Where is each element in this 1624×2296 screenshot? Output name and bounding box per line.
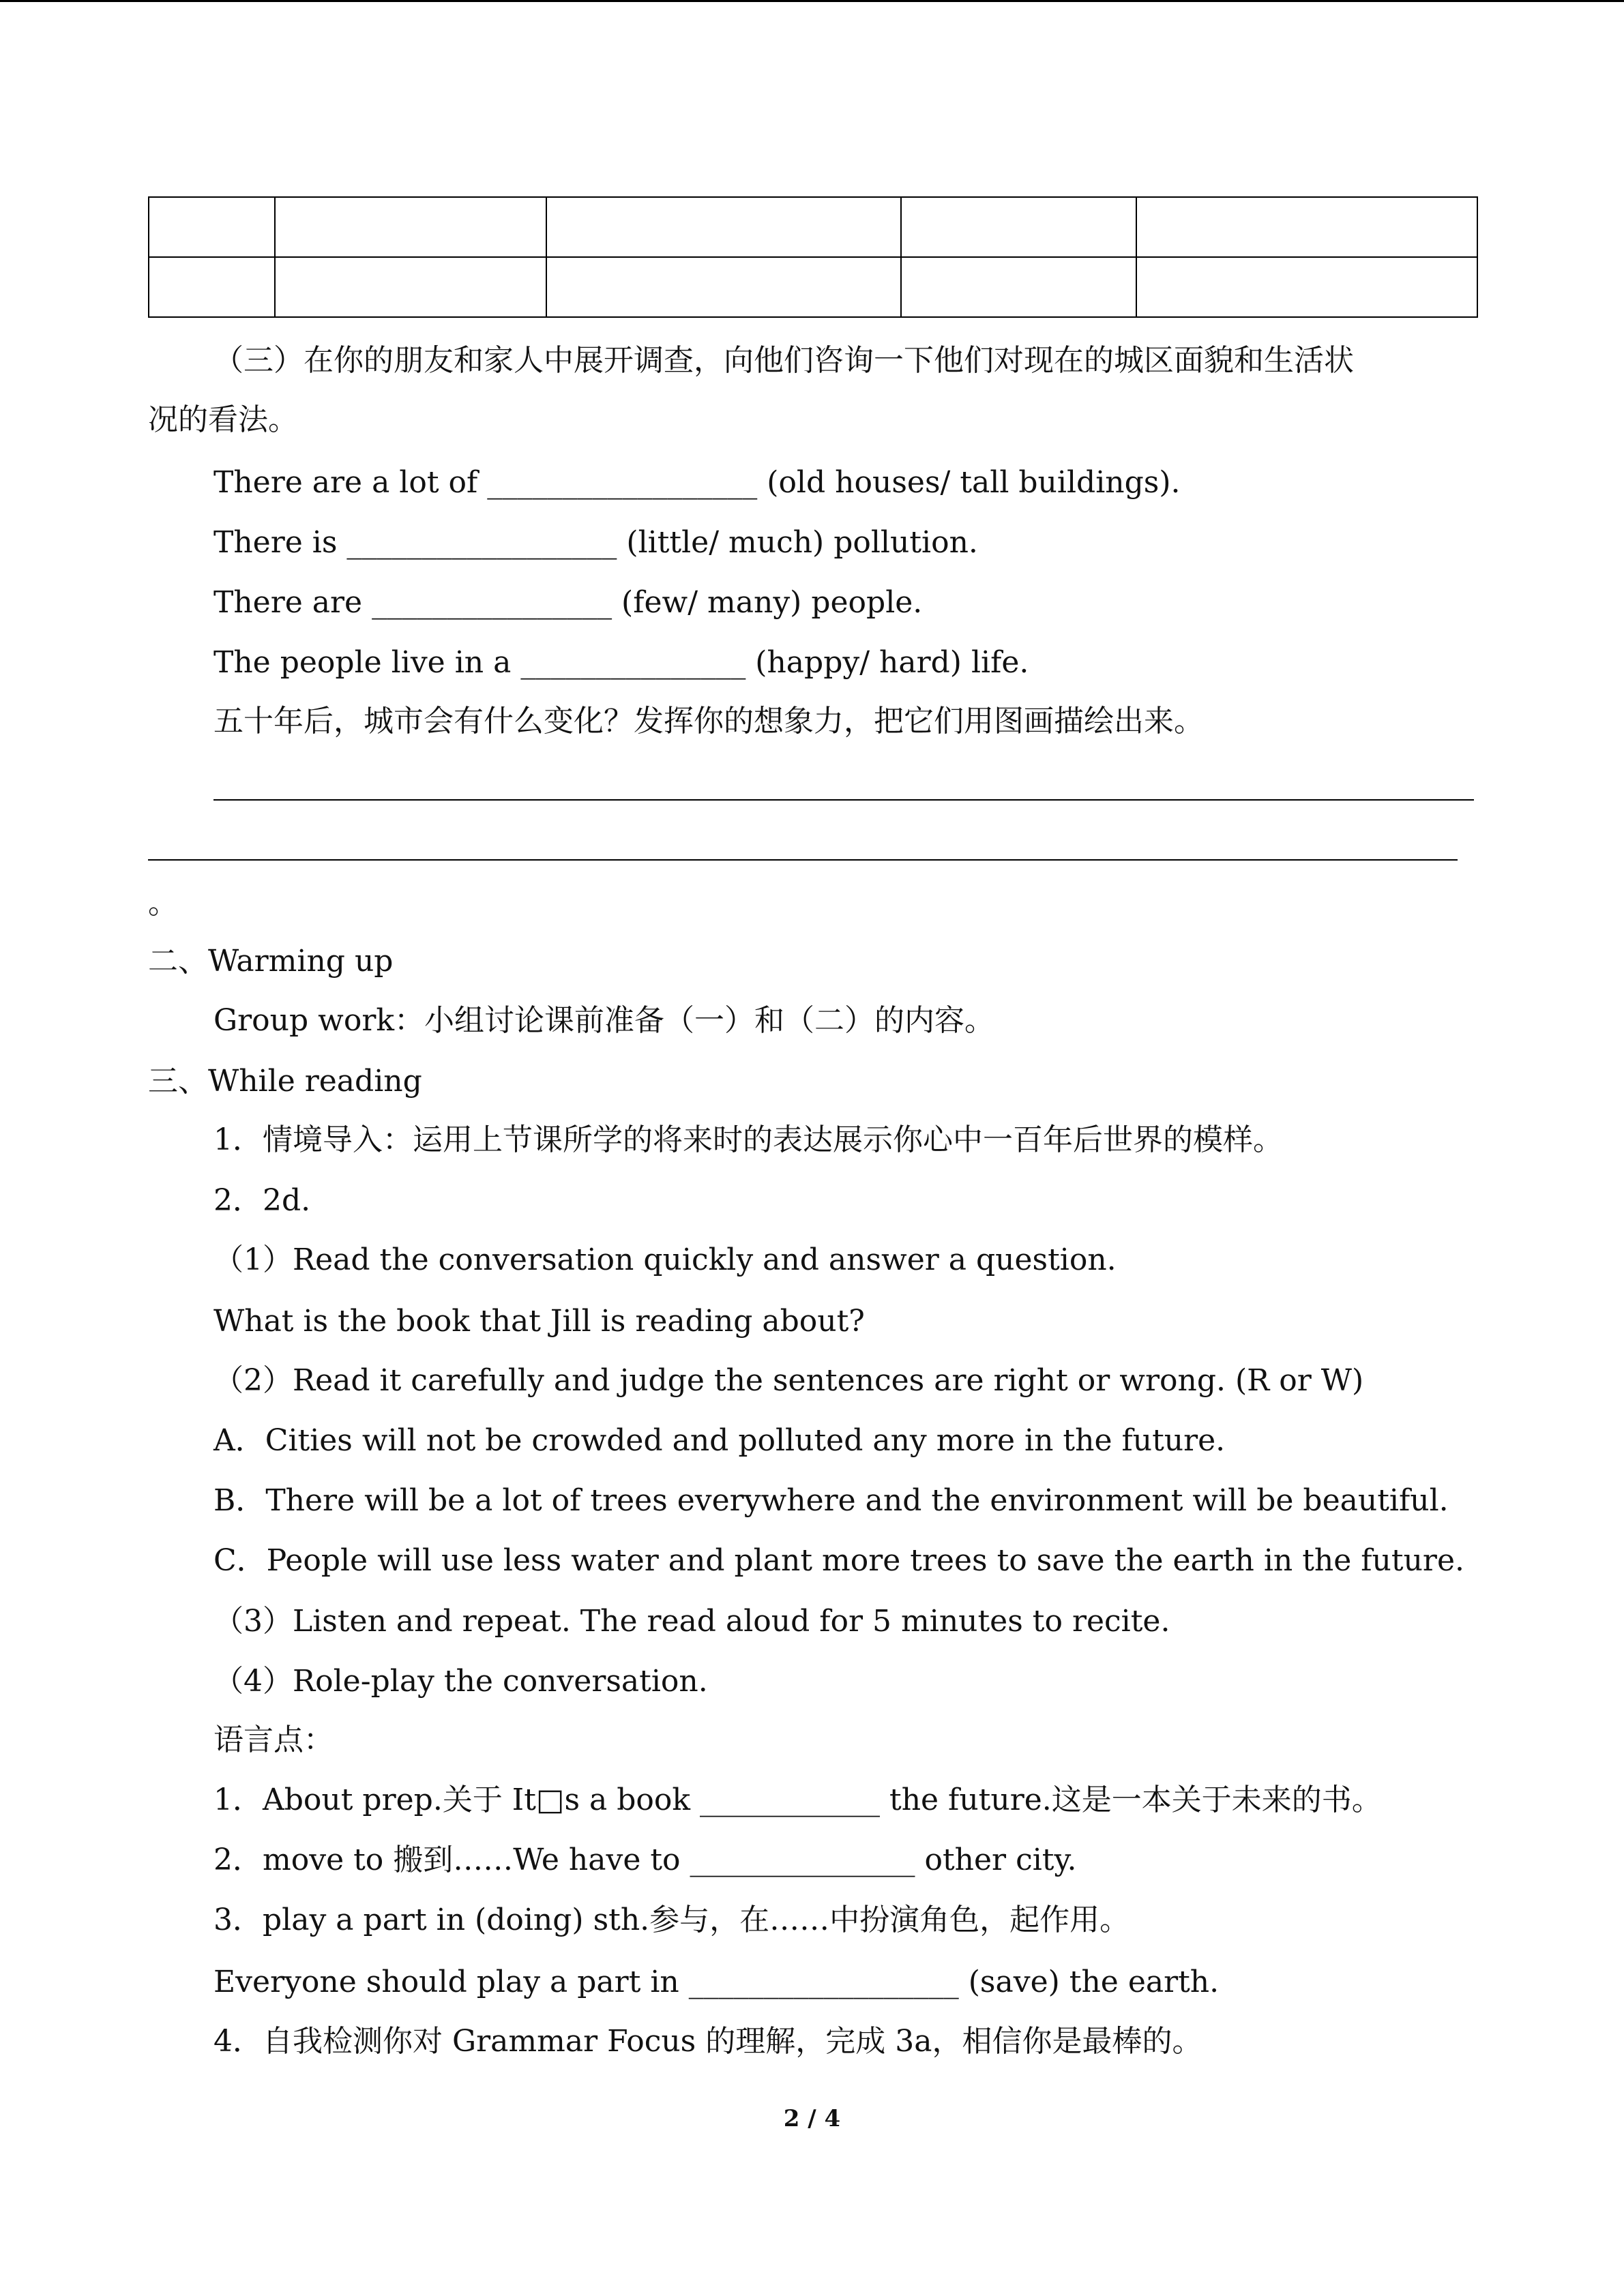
survey-line: There are ________________ (few/ many) people.: [213, 585, 923, 620]
table-cell: [149, 197, 275, 257]
table-cell: [275, 257, 546, 317]
language-point-4: 4．自我检测你对 Grammar Focus 的理解，完成 3a，相信你是最棒的。: [213, 2024, 1202, 2059]
table-cell: [1136, 197, 1477, 257]
group-work-text: Group work：小组讨论课前准备（一）和（二）的内容。: [213, 1003, 995, 1038]
section-heading-while-reading: 三、While reading: [148, 1064, 422, 1099]
step-3: （3）Listen and repeat. The read aloud for 5 minutes to recite.: [213, 1604, 1170, 1639]
option-b: B．There will be a lot of trees everywhere and the environment will be beautiful.: [213, 1483, 1449, 1518]
option-c: C．People will use less water and plant more trees to save the earth in the future.: [213, 1543, 1464, 1578]
survey-line: There are a lot of __________________ (old houses/ tall buildings).: [213, 465, 1181, 500]
option-a: A．Cities will not be crowded and polluted any more in the future.: [213, 1423, 1226, 1458]
language-point-3: 3．play a part in (doing) sth.参与，在……中扮演角色，起作用。: [213, 1903, 1130, 1937]
table-row: [149, 257, 1477, 317]
language-point-1: 1．About prep.关于 It□s a book ____________ the future.这是一本关于未来的书。: [213, 1783, 1382, 1817]
section-heading-warming-up: 二、Warming up: [148, 944, 394, 979]
language-points-heading: 语言点：: [213, 1723, 334, 1757]
answer-line: [213, 799, 1474, 801]
table-row: [149, 197, 1477, 257]
blank-table: [148, 196, 1478, 318]
imagine-prompt: 五十年后，城市会有什么变化？发挥你的想象力，把它们用图画描绘出来。: [213, 704, 1204, 739]
survey-intro-line1: （三）在你的朋友和家人中展开调查，向他们咨询一下他们对现在的城区面貌和生活状: [213, 343, 1354, 378]
survey-line: There is __________________ (little/ much) pollution.: [213, 525, 978, 560]
page-top-border: [0, 0, 1624, 2]
period-mark: 。: [148, 886, 178, 921]
table-cell: [275, 197, 546, 257]
table-cell: [901, 197, 1136, 257]
item-2: 2．2d.: [213, 1183, 311, 1218]
page-number: 2 / 4: [783, 2105, 841, 2132]
table-cell: [546, 197, 901, 257]
step-1: （1）Read the conversation quickly and answer a question.: [213, 1242, 1117, 1277]
answer-line: [148, 859, 1458, 861]
table-cell: [546, 257, 901, 317]
language-point-2: 2．move to 搬到……We have to _______________ other city.: [213, 1843, 1077, 1877]
survey-line: The people live in a _______________ (happy/ hard) life.: [213, 645, 1029, 680]
survey-intro-line2: 况的看法。: [148, 402, 298, 437]
item-1: 1．情境导入：运用上节课所学的将来时的表达展示你心中一百年后世界的模样。: [213, 1122, 1283, 1157]
table-cell: [1136, 257, 1477, 317]
question-text: What is the book that Jill is reading about?: [213, 1304, 865, 1339]
language-point-3-example: Everyone should play a part in __________________ (save) the earth.: [213, 1965, 1220, 1999]
table-cell: [149, 257, 275, 317]
step-2: （2）Read it carefully and judge the sentences are right or wrong. (R or W): [213, 1363, 1364, 1398]
table-cell: [901, 257, 1136, 317]
step-4: （4）Role-play the conversation.: [213, 1664, 708, 1699]
